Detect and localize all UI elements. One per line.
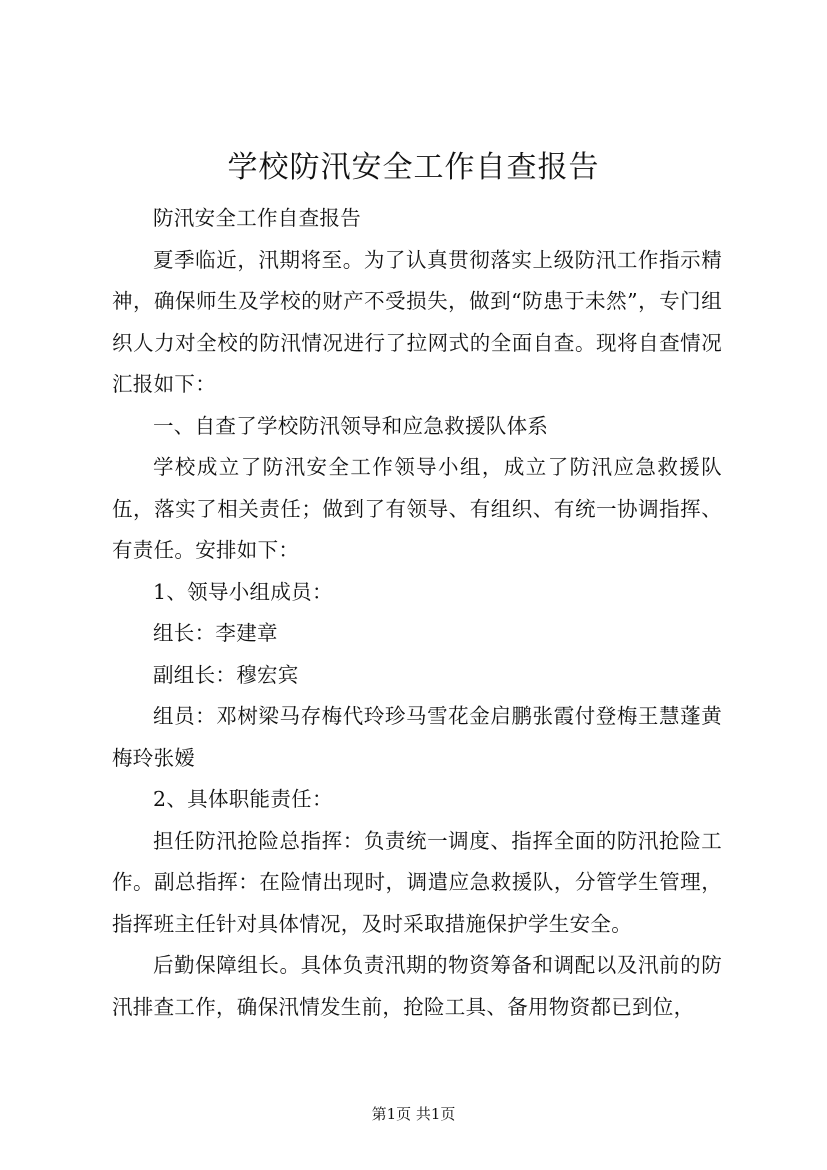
paragraph-team: 学校成立了防汛安全工作领导小组，成立了防汛应急救援队伍，落实了相关责任；做到了有领导、有组织、有统一协调指挥、有责任。安排如下：: [112, 455, 722, 562]
document-body: [112, 198, 722, 1028]
page-footer: 第1页 共1页: [371, 1105, 456, 1123]
document-title: 学校防汛安全工作自查报告: [227, 150, 600, 185]
section-heading-1: 一、自查了学校防汛领导和应急救援队体系: [153, 413, 549, 438]
member-deputy: 副组长：穆宏宾: [153, 662, 299, 687]
list-heading-duties: 2、具体职能责任：: [153, 787, 333, 811]
member-leader: 组长：李建章: [153, 621, 278, 645]
paragraph-logistics: 后勤保障组长。具体负责汛期的物资筹备和调配以及汛前的防汛排查工作，确保汛情发生前，抢险工具、备用物资都已到位，: [112, 953, 722, 1019]
list-heading-members: 1、领导小组成员：: [153, 579, 333, 604]
paragraph-intro: 夏季临近，汛期将至。为了认真贯彻落实上级防汛工作指示精神，确保师生及学校的财产不受损失，做到“防患于未然”，专门组织人力对全校的防汛情况进行了拉网式的全面自查。现将自查情况汇报如下：: [112, 247, 722, 396]
paragraph-commander: 担任防汛抢险总指挥：负责统一调度、指挥全面的防汛抢险工作。副总指挥：在险情出现时，调遣应急救援队，分管学生管理，指挥班主任针对具体情况，及时采取措施保护学生安全。: [112, 828, 722, 936]
member-list: 组员：邓树梁马存梅代玲珍马雪花金启鹏张霞付登梅王慧蓬黄梅玲张嫒: [112, 704, 722, 770]
paragraph-subtitle: 防汛安全工作自查报告: [153, 206, 361, 230]
